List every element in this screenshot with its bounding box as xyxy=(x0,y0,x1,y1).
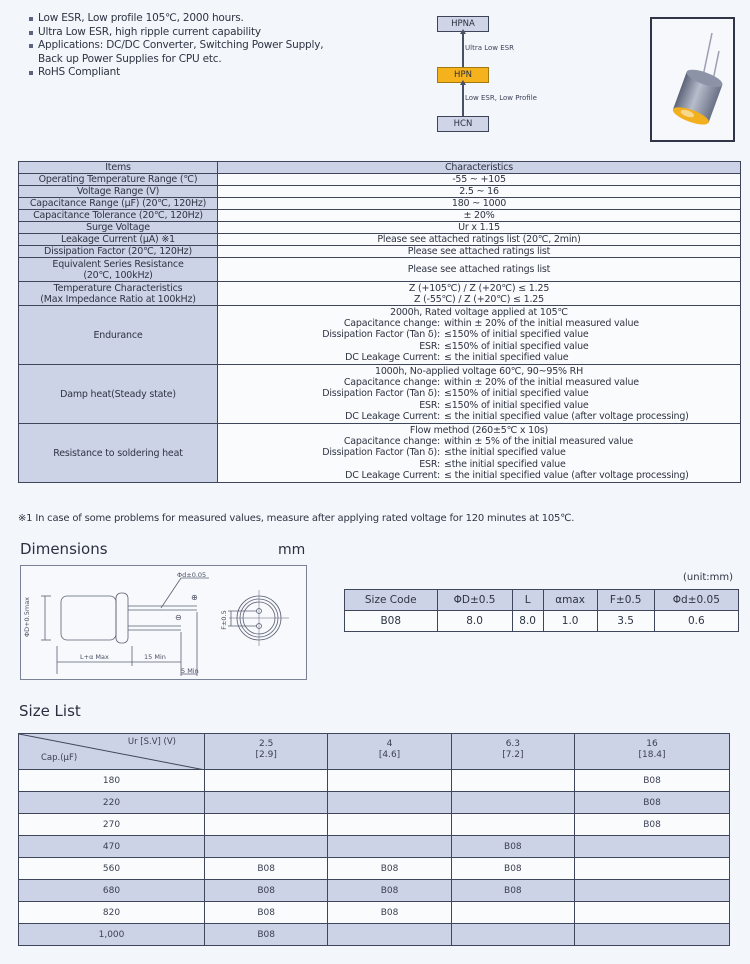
table-row-soldering xyxy=(19,424,741,483)
table-row xyxy=(345,611,739,632)
spec-value: Please see attached ratings list xyxy=(218,246,741,258)
size-cell: B08 xyxy=(575,814,730,836)
block-title: 1000h, No-applied voltage 60℃, 90~95% RH xyxy=(374,366,584,378)
block-line xyxy=(218,318,740,329)
spec-value: Please see attached ratings list xyxy=(218,258,741,282)
block-value: within ± 5% of the initial measured value xyxy=(444,436,634,448)
spec-value-line: Z (+105℃) / Z (+20℃) ≤ 1.25 xyxy=(408,282,550,294)
product-photo xyxy=(650,17,735,142)
spec-value xyxy=(218,282,741,306)
voltage-header xyxy=(205,734,328,770)
size-cell xyxy=(205,814,328,836)
size-cell: B08 xyxy=(451,836,574,858)
size-cell xyxy=(328,770,451,792)
rated-voltage: 4 xyxy=(386,739,393,749)
spec-item xyxy=(19,258,218,282)
block-value: within ± 20% of the initial measured value xyxy=(444,318,639,330)
column-header: Size Code xyxy=(345,590,438,611)
block-line xyxy=(218,329,740,340)
spec-item: Surge Voltage xyxy=(19,222,218,234)
block-key: ESR: xyxy=(419,399,440,411)
dimension-table-unit: (unit:mm) xyxy=(683,572,734,583)
block-line xyxy=(218,470,740,481)
size-cell: B08 xyxy=(575,792,730,814)
minus-terminal-icon: ⊖ xyxy=(175,613,182,622)
capacitor-image xyxy=(652,19,733,140)
capacitance-cell: 1,000 xyxy=(19,924,205,946)
size-cell: B08 xyxy=(205,924,328,946)
spec-item-line: Equivalent Series Resistance xyxy=(52,258,184,270)
surge-voltage: [7.2] xyxy=(502,750,524,760)
dimensions-unit: mm xyxy=(278,542,306,558)
block-key: DC Leakage Current: xyxy=(345,410,440,422)
block-value: ≤ the initial specified value xyxy=(444,351,569,363)
rated-voltage: 16 xyxy=(646,739,658,749)
size-cell: B08 xyxy=(205,880,328,902)
table-row xyxy=(19,174,741,186)
arrow-up-icon xyxy=(462,33,464,67)
table-row-damp-heat xyxy=(19,365,741,424)
size-cell: B08 xyxy=(575,770,730,792)
block-value: ≤ the initial specified value (after voltage processing) xyxy=(444,469,689,481)
size-cell: B08 xyxy=(451,858,574,880)
surge-voltage: [18.4] xyxy=(638,750,666,760)
block-value: ≤150% of initial specified value xyxy=(444,329,589,341)
block-key: Capacitance change: xyxy=(343,377,440,389)
spec-item-line: (20℃, 100kHz) xyxy=(83,269,153,281)
spec-value-block xyxy=(218,306,741,365)
capacitance-cell: 680 xyxy=(19,880,205,902)
size-cell xyxy=(451,792,574,814)
table-row xyxy=(19,836,730,858)
spec-item-line: (Max Impedance Ratio at 100kHz) xyxy=(40,293,196,305)
block-line xyxy=(218,436,740,447)
size-cell xyxy=(205,792,328,814)
spec-value: Please see attached ratings list (20℃, 2min) xyxy=(218,234,741,246)
spec-item xyxy=(19,282,218,306)
table-row xyxy=(19,186,741,198)
feature-item: Applications: DC/DC Converter, Switching Power Supply, xyxy=(28,39,323,53)
arrow-up-icon xyxy=(462,84,464,116)
size-cell xyxy=(205,836,328,858)
spec-item: Operating Temperature Range (℃) xyxy=(19,174,218,186)
table-cell: B08 xyxy=(345,611,438,632)
capacitance-cell: 470 xyxy=(19,836,205,858)
spec-item-line: Temperature Characteristics xyxy=(53,282,183,294)
table-cell: 8.0 xyxy=(512,611,543,632)
surge-voltage: [2.9] xyxy=(255,750,277,760)
feature-item: Ultra Low ESR, high ripple current capability xyxy=(28,26,323,40)
voltage-header xyxy=(451,734,574,770)
block-key: Dissipation Factor (Tan δ): xyxy=(322,388,440,400)
length-label: L+α Max xyxy=(80,653,109,661)
pitch-label: F±0.5 xyxy=(219,610,228,630)
size-cell xyxy=(451,770,574,792)
table-row xyxy=(19,234,741,246)
block-key: ESR: xyxy=(419,340,440,352)
capacitance-cell: 270 xyxy=(19,814,205,836)
table-cell: 8.0 xyxy=(437,611,512,632)
table-row xyxy=(19,880,730,902)
capacitance-cell: 560 xyxy=(19,858,205,880)
series-hpna-box: HPNA xyxy=(437,16,489,32)
column-header: F±0.5 xyxy=(597,590,654,611)
block-key: ESR: xyxy=(419,458,440,470)
column-header: L xyxy=(512,590,543,611)
column-header: αmax xyxy=(543,590,597,611)
table-row xyxy=(19,246,741,258)
block-key: DC Leakage Current: xyxy=(345,469,440,481)
column-header: Φd±0.05 xyxy=(654,590,738,611)
spec-item: Resistance to soldering heat xyxy=(19,424,218,483)
size-cell xyxy=(451,902,574,924)
series-hcn-box: HCN xyxy=(437,116,489,132)
capacitor-outline-drawing xyxy=(21,566,306,679)
table-row xyxy=(19,902,730,924)
dimension-table xyxy=(344,589,739,632)
voltage-header xyxy=(575,734,730,770)
size-cell xyxy=(575,836,730,858)
size-cell xyxy=(575,858,730,880)
table-row xyxy=(19,924,730,946)
size-cell: B08 xyxy=(205,902,328,924)
spec-value: -55 ~ +105 xyxy=(218,174,741,186)
block-value: ≤the initial specified value xyxy=(444,447,566,459)
table-cell: 3.5 xyxy=(597,611,654,632)
table-row xyxy=(19,814,730,836)
block-value: ≤ the initial specified value (after voltage processing) xyxy=(444,410,689,422)
section-title-size-list: Size List xyxy=(19,702,81,720)
spec-item: Leakage Current (μA) ※1 xyxy=(19,234,218,246)
capacitance-cell: 180 xyxy=(19,770,205,792)
block-line xyxy=(218,411,740,422)
table-row xyxy=(19,792,730,814)
spec-value-block xyxy=(218,365,741,424)
feature-item: RoHS Compliant xyxy=(28,66,323,80)
table-header-row xyxy=(19,162,741,174)
spec-item: Capacitance Tolerance (20℃, 120Hz) xyxy=(19,210,218,222)
series-upper-label: Ultra Low ESR xyxy=(465,44,514,52)
table-row xyxy=(19,258,741,282)
size-cell xyxy=(575,924,730,946)
block-line xyxy=(218,459,740,470)
spec-value-block xyxy=(218,424,741,483)
column-header-characteristics: Characteristics xyxy=(218,162,741,174)
rated-voltage: 2.5 xyxy=(259,739,274,749)
table-header-row xyxy=(19,734,730,770)
spec-value: 180 ~ 1000 xyxy=(218,198,741,210)
block-key: Capacitance change: xyxy=(343,318,440,330)
size-cell: B08 xyxy=(328,858,451,880)
surge-voltage: [4.6] xyxy=(378,750,401,760)
size-cell xyxy=(575,902,730,924)
table-row xyxy=(19,282,741,306)
rated-voltage: 6.3 xyxy=(505,739,521,749)
spec-item: Dissipation Factor (20℃, 120Hz) xyxy=(19,246,218,258)
block-title: Flow method (260±5℃ x 10s) xyxy=(409,425,549,437)
table-row-endurance xyxy=(19,306,741,365)
block-line xyxy=(218,352,740,363)
plus-terminal-icon: ⊕ xyxy=(191,593,198,602)
series-hpn-box: HPN xyxy=(437,67,489,83)
dimension-drawing xyxy=(20,565,307,680)
footnote: ※1 In case of some problems for measured values, measure after applying rated voltage for 120 minutes at 105℃. xyxy=(18,513,575,524)
block-line xyxy=(218,341,740,352)
diagonal-divider xyxy=(19,734,205,770)
size-cell xyxy=(451,924,574,946)
table-cell: 1.0 xyxy=(543,611,597,632)
size-cell: B08 xyxy=(205,858,328,880)
size-cell: B08 xyxy=(328,902,451,924)
table-row xyxy=(19,858,730,880)
block-line xyxy=(218,400,740,411)
spec-value: Ur x 1.15 xyxy=(218,222,741,234)
size-cell xyxy=(328,792,451,814)
block-value: ≤150% of initial specified value xyxy=(444,399,589,411)
specifications-table xyxy=(18,161,741,483)
block-line xyxy=(218,447,740,458)
size-cell xyxy=(328,836,451,858)
size-cell: B08 xyxy=(328,880,451,902)
feature-item-continued: Back up Power Supplies for CPU etc. xyxy=(38,52,222,65)
section-title-dimensions: Dimensions xyxy=(20,540,108,558)
lead-difference-label: 5 Min xyxy=(181,667,199,675)
corner-header xyxy=(19,734,205,770)
block-value: within ± 20% of the initial measured value xyxy=(444,377,639,389)
voltage-header xyxy=(328,734,451,770)
column-header: ΦD±0.5 xyxy=(437,590,512,611)
table-header-row xyxy=(345,590,739,611)
spec-item: Damp heat(Steady state) xyxy=(19,365,218,424)
size-cell xyxy=(451,814,574,836)
size-cell xyxy=(328,814,451,836)
capacitance-cell: 220 xyxy=(19,792,205,814)
feature-item: Low ESR, Low profile 105℃, 2000 hours. xyxy=(28,12,323,26)
column-header-items: Items xyxy=(19,162,218,174)
table-row xyxy=(19,198,741,210)
spec-value: 2.5 ~ 16 xyxy=(218,186,741,198)
size-cell: B08 xyxy=(451,880,574,902)
block-line xyxy=(218,377,740,388)
table-row xyxy=(19,222,741,234)
feature-list xyxy=(28,12,323,80)
table-cell: 0.6 xyxy=(654,611,738,632)
capacitance-cell: 820 xyxy=(19,902,205,924)
block-key: Capacitance change: xyxy=(343,436,440,448)
block-value: ≤150% of initial specified value xyxy=(444,388,589,400)
body-diameter-label: ΦD+0.5max xyxy=(23,596,32,638)
lead-length-label: 15 Min xyxy=(144,653,166,661)
block-key: Dissipation Factor (Tan δ): xyxy=(322,447,440,459)
size-list-table xyxy=(18,733,730,946)
capacitance-axis-label: Cap.(μF) xyxy=(41,753,78,763)
size-cell xyxy=(328,924,451,946)
block-key: DC Leakage Current: xyxy=(345,351,440,363)
table-row xyxy=(19,210,741,222)
spec-item: Voltage Range (V) xyxy=(19,186,218,198)
spec-value: ± 20% xyxy=(218,210,741,222)
block-line xyxy=(218,388,740,399)
size-cell xyxy=(575,880,730,902)
table-row xyxy=(19,770,730,792)
lead-diameter-label: Φd±0.05 xyxy=(177,571,207,579)
spec-value-line: Z (-55℃) / Z (+20℃) ≤ 1.25 xyxy=(414,293,544,305)
block-value: ≤150% of initial specified value xyxy=(444,340,589,352)
spec-item: Endurance xyxy=(19,306,218,365)
series-lower-label: Low ESR, Low Profile xyxy=(465,94,537,102)
block-value: ≤the initial specified value xyxy=(444,458,566,470)
voltage-axis-label: Ur [S.V] (V) xyxy=(127,737,176,747)
spec-item: Capacitance Range (μF) (20℃, 120Hz) xyxy=(19,198,218,210)
block-key: Dissipation Factor (Tan δ): xyxy=(322,329,440,341)
block-title: 2000h, Rated voltage applied at 105℃ xyxy=(390,307,568,318)
size-cell xyxy=(205,770,328,792)
